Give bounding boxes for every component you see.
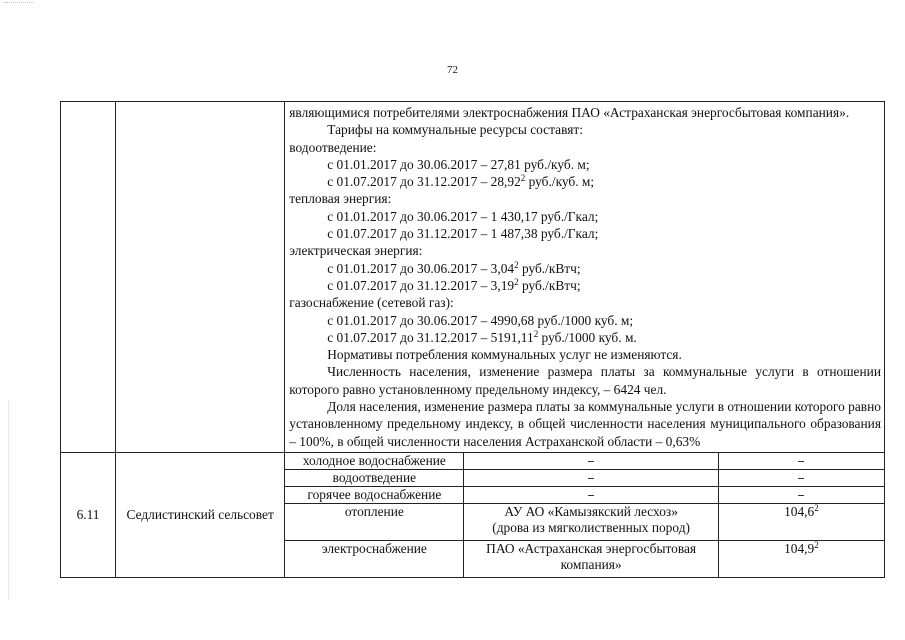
- indicator-cell: водоотведение: [285, 469, 464, 486]
- supplier-cell: [464, 540, 718, 577]
- dash-mark: [588, 478, 594, 479]
- supplier-cell: [464, 503, 718, 540]
- dash-mark: [588, 495, 594, 496]
- footnote-mark: 2: [514, 259, 519, 270]
- tariff-group-label: тепловая энергия:: [289, 191, 392, 207]
- supplier-cell: [464, 486, 718, 503]
- value-cell: [718, 452, 884, 469]
- tariff-group-label: водоотведение:: [289, 139, 377, 155]
- scan-artifact: [8, 400, 25, 600]
- footnote-mark: 2: [814, 502, 819, 513]
- description-cell: [285, 102, 885, 453]
- supplier-cell: [464, 452, 718, 469]
- dash-mark: [798, 478, 804, 479]
- value-cell: 104,6$^2$: [718, 503, 884, 540]
- dash-mark: [588, 461, 594, 462]
- value-cell: [718, 486, 884, 503]
- footnote-mark: 2: [514, 276, 519, 287]
- entry-name: Седлистинский сельсовет: [116, 452, 285, 577]
- tariff-rate: с 01.07.2017 до 31.12.2017 – 1 487,38 руб./Гкал;: [327, 226, 599, 242]
- supplier-cell: [464, 469, 718, 486]
- norms-text: Нормативы потребления коммунальных услуг не изменяются.: [327, 347, 682, 363]
- tariff-groups: [289, 139, 881, 347]
- tariff-rate: с 01.07.2017 до 31.12.2017 – 28,92$^2$ руб./куб. м;: [327, 173, 595, 190]
- tariff-group-label: газоснабжение (сетевой газ):: [289, 295, 454, 311]
- tariffs-intro: Тарифы на коммунальные ресурсы составят:: [327, 122, 583, 138]
- supplier-name: ПАО «Астраханская энергосбытовая: [486, 540, 697, 556]
- indicator-cell: электроснабжение: [285, 540, 464, 577]
- table-row: [61, 452, 885, 469]
- indicator-cell: горячее водоснабжение: [285, 486, 464, 503]
- tariff-rate: с 01.01.2017 до 30.06.2017 – 4990,68 руб./1000 куб. м;: [327, 312, 634, 328]
- supplier-detail: компания»: [560, 556, 622, 572]
- name-cell: [116, 102, 285, 453]
- value-cell: 104,9$^2$: [718, 540, 884, 577]
- dash-mark: [798, 461, 804, 462]
- population-text: Численность населения, изменение размера платы за коммунальные услуги в отношении которого равно установленному предельному индексу, – 6424 чел.: [289, 364, 881, 397]
- dash-mark: [798, 495, 804, 496]
- intro-text: являющимися потребителями электроснабжения ПАО «Астраханская энергосбытовая компания».: [289, 105, 850, 120]
- tariff-group-label: электрическая энергия:: [289, 243, 423, 259]
- entry-number: 6.11: [61, 452, 116, 577]
- supplier-name: АУ АО «Камызякский лесхоз»: [504, 503, 678, 519]
- continuation-row: [61, 102, 885, 453]
- indicator-cell: отопление: [285, 503, 464, 540]
- footnote-mark: 2: [814, 539, 819, 550]
- value-cell: [718, 469, 884, 486]
- share-text: Доля населения, изменение размера платы за коммунальные услуги в отношении которого равно установленному предельному индексу, в общей численности населения муниципального образования – 100%, в общей численности населения Астраханской области – 0,63%: [289, 399, 881, 449]
- indicator-cell: холодное водоснабжение: [285, 452, 464, 469]
- tariff-rate: с 01.07.2017 до 31.12.2017 – 3,19$^2$ руб./кВтч;: [327, 276, 581, 293]
- footnote-mark: 2: [533, 328, 539, 339]
- tariff-rate: с 01.01.2017 до 30.06.2017 – 1 430,17 руб./Гкал;: [327, 208, 599, 224]
- tariff-table: [60, 101, 885, 578]
- scan-artifact: [4, 2, 34, 11]
- tariff-rate: с 01.01.2017 до 30.06.2017 – 3,04$^2$ руб./кВтч;: [327, 259, 581, 276]
- number-cell: [61, 102, 116, 453]
- tariff-rate: с 01.07.2017 до 31.12.2017 – 5191,11$^2$ руб./1000 куб. м.: [327, 328, 637, 345]
- tariff-rate: с 01.01.2017 до 30.06.2017 – 27,81 руб./куб. м;: [327, 156, 590, 172]
- footnote-mark: 2: [520, 173, 526, 184]
- supplier-detail: (дрова из мягколиственных пород): [492, 519, 690, 535]
- page-number: 72: [447, 64, 458, 76]
